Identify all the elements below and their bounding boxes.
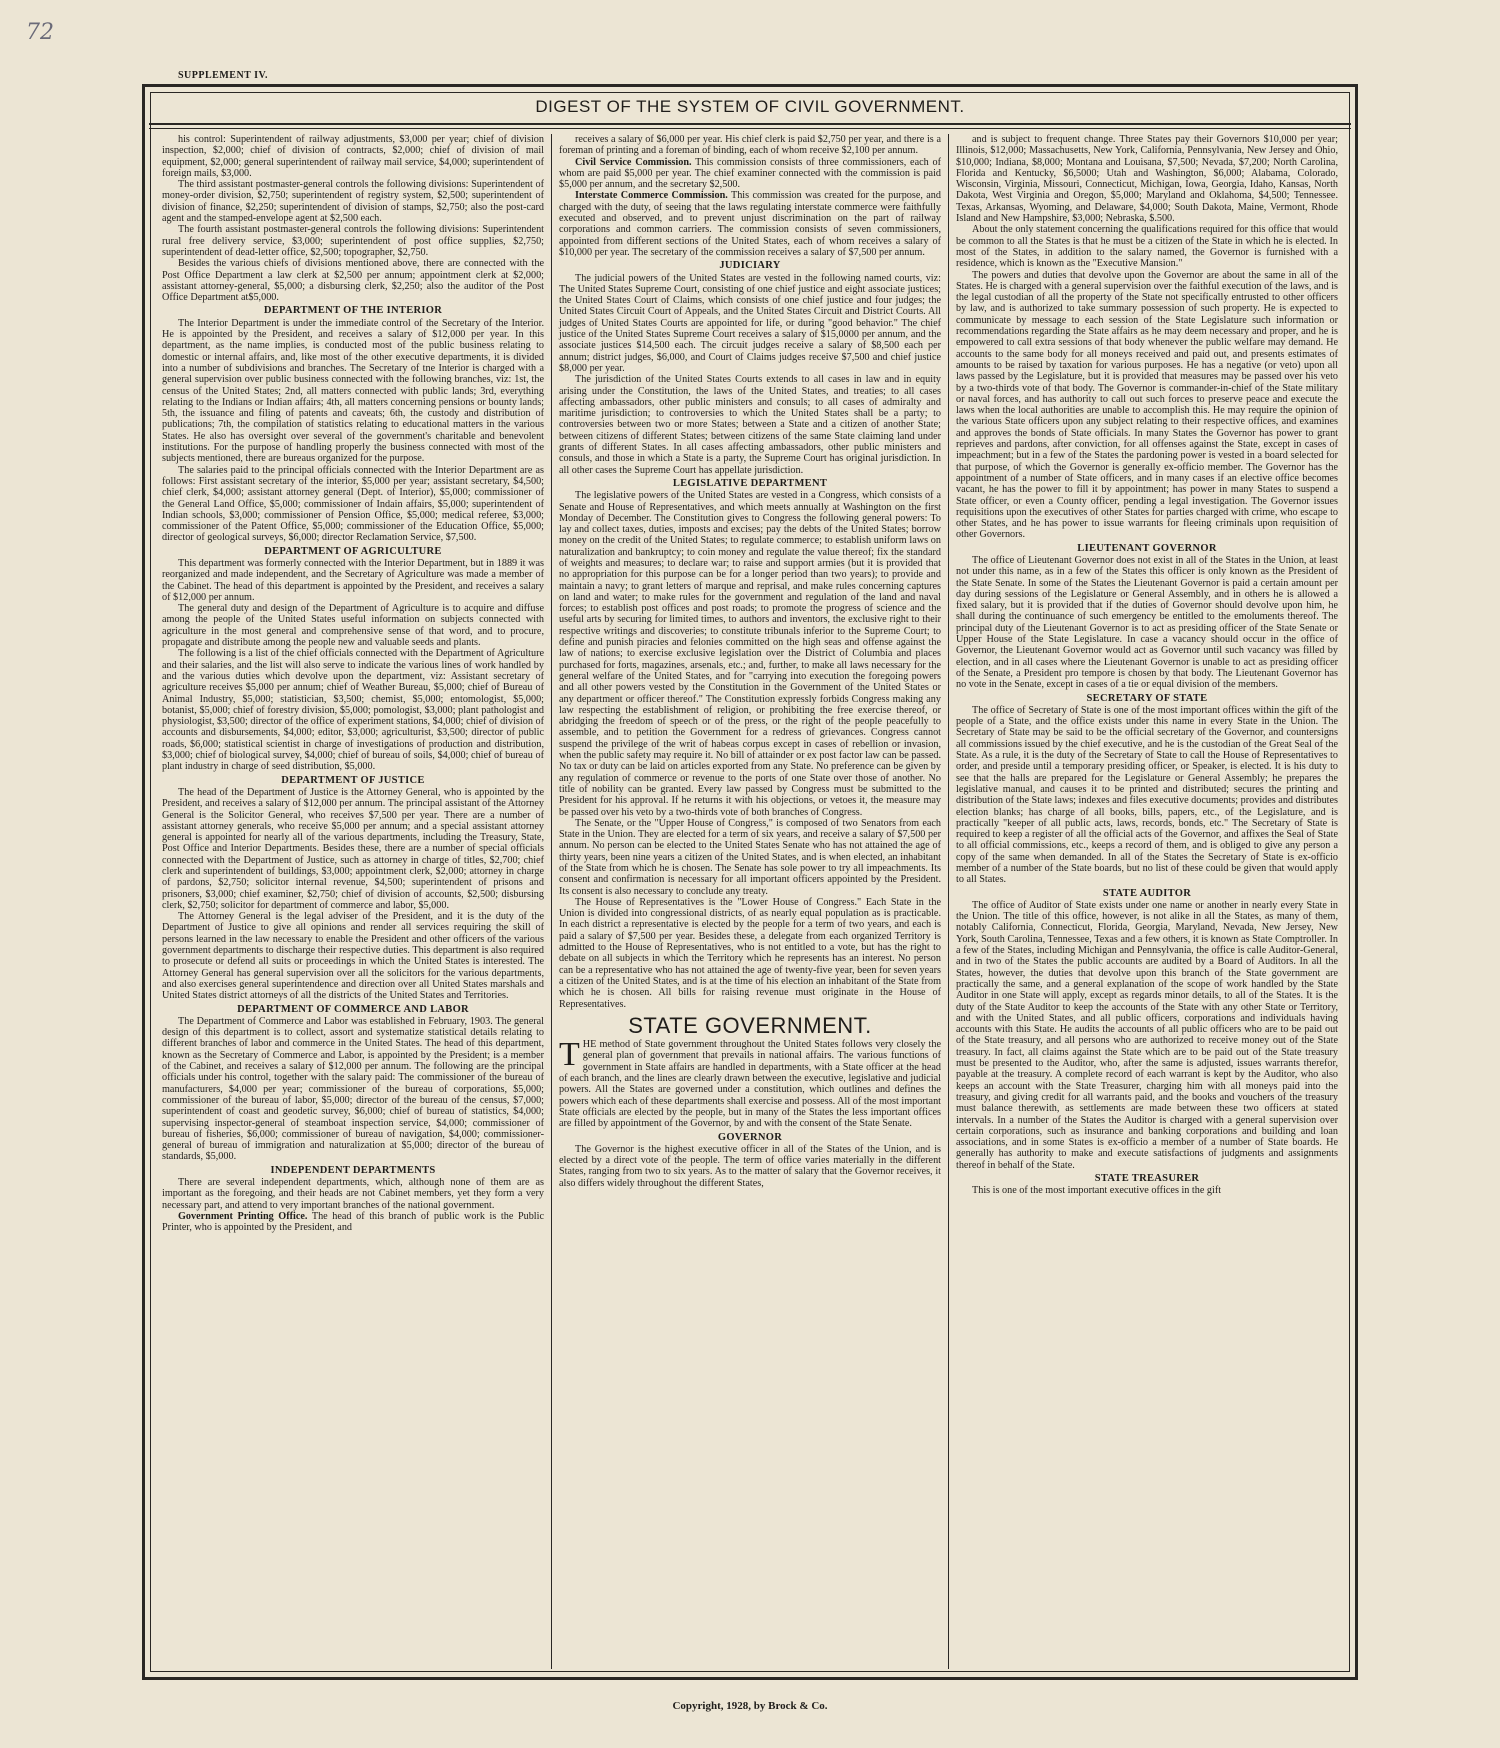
paragraph: The salaries paid to the principal officials connected with the Interior Department are as follows: First assistant secretary of the interior, $5,000 per year; assistant secretary, $4,500; chief clerk, $4,000; assistant attorney general (Dept. of Interior), $5,000; commissioner of the General Land Office, $5,000; commissioner of Indain affairs, $5,000; superintendent of Indian schools, $3,000; commissioner of Pension Office, $5,000; medical referee, $3,000; commissioner of the Patent Office, $5,000; commissioner of the Education Office, $5,000; director of geological surveys, $6,000; director Reclamation Service, $7,500. <box>162 464 544 544</box>
run-in-heading: Government Printing Office. <box>178 1210 308 1222</box>
page-title: DIGEST OF THE SYSTEM OF CIVIL GOVERNMENT. <box>535 97 965 116</box>
paragraph: and is subject to frequent change. Three States pay their Governors $10,000 per year; Illinois, $12,000; Massachusetts, New York, California, Pennsylvania, New Jersey and Ohio, $10,000; Indiana, $8,000; Montana and Louisana, $7,500; Nevada, $7,200; North Carolina, Florida and Kentucky, $6,5000; Utah and Washington, $6,000; Alabama, Colorado, Wisconsin, Virginia, Missouri, Connecticut, Michigan, Iowa, Georgia, Idaho, Kansas, North Dakota, West Virginia and Oregon, $5,000; Maryland and Oklahoma, $4,500; Tennessee. Texas, Arkansas, Wyoming, and Delaware, $4,000; South Dakota, Maine, Vermont, Rhode Island and New Hampshire, $3,000; Nebraska, $.500. <box>956 134 1338 225</box>
paragraph: The Interior Department is under the immediate control of the Secretary of the Interior. He is appointed by the President, and receives a salary of $12,000 per year. In this department, as the name implies, is conducted most of the public business relating to domestic or internal affairs, and, like most of the other executive departments, it is divided into a number of subdivisions and branches. The Secretary of tne Interior is charged with a general supervision over public business connected with the following branches, viz: 1st, the census of the United States; 2nd, all matters connected with public lands; 3rd, everything relating to the Indians or Indian affairs; 4th, all matters concerning pensions or bounty lands; 5th, the issuance and filing of patents and caveats; 6th, the custody and distribution of publications; 7th, the compilation of statistics relating to educational matters in the various States. He also has oversight over several of the government's charitable and benevolent institutions. For the purpose of handling properly the business connected with most of the subjects mentioned, there are bureaus organized for the purpose. <box>162 317 544 465</box>
paragraph: The office of Auditor of State exists under one name or another in nearly every State in the Union. The title of this office, however, is not alike in all the States, as many of them, notably California, Connecticut, Florida, Georgia, Maryland, Nevada, New Jersey, New York, South Carolina, Tennessee, Texas and a few others, it is known as State Comptroller. In a few of the States, including Michigan and Pennsylvania, the office is calle Auditor-General, and in two of the States the public accounts are audited by a Board of Auditors. In all the States, however, the duties that devolve upon this branch of the State government are practically the same, and a general explanation of the scope of work handled by the State Auditor in one State will apply, except as regards minor details, to all of the States. It is the duty of the State Auditor to keep the accounts of the State with any other State or Territory, and with the United States, and all public officers, corporations and individuals having accounts with this State. He audits the accounts of all public officers who are to be paid out of the State treasury, and all persons who are authorized to receive money out of the State treasury. In fact, all claims against the State which are to be paid out of the State treasury must be presented to the Auditor, who, after the same is adjusted, issues warrants therefor, payable at the treasury. A complete record of each warrant is kept by the Auditor, who also keeps an account with the State Treasurer, charging him with all moneys paid into the treasury, and giving credit for all warrants paid, and the books and vouchers of the treasury must balance therewith, as settlements are made between these two officers at stated intervals. In a number of the States the Auditor is charged with a general supervision over certain corporations, such as insurance and banking corporations and building and loan associations, and in some States is ex-officio a member of a number of State boards. He generally has authority to make and execute satisfactions of judgments and assignments thereof in behalf of the State. <box>956 899 1338 1171</box>
paragraph <box>559 190 941 258</box>
paragraph: receives a salary of $6,000 per year. His chief clerk is paid $2,750 per year, and there is a foreman of printing and a foreman of binding, each of whom receive $2,100 per annum. <box>559 134 941 157</box>
supplement-label: SUPPLEMENT IV. <box>178 70 268 81</box>
paragraph: This department was formerly connected with the Interior Department, but in 1889 it was reorganized and made independent, and the Secretary of Agriculture was made a member of the Cabinet. The head of this department is appointed by the President, and receives a salary of $12,000 per annum. <box>162 557 544 603</box>
paragraph <box>162 1211 544 1234</box>
column-3 <box>949 134 1345 1669</box>
paragraph: his control: Superintendent of railway adjustments, $3,000 per year; chief of division inspection, $2,000; chief of division of contracts, $2,000; chief of division of mail equipment, $2,000; general superintendent of railway mail service, $4,000; superintendent of foreign mails, $3,000. <box>162 134 544 179</box>
paragraph: The office of Lieutenant Governor does not exist in all of the States in the Union, at least not under this name, as in a few of the States this officer is only known as the President of the State Senate. In some of the States the Lieutenant Governor is paid a certain amount per day during sessions of the Legislature or General Assembly, and in others he is allowed a fixed salary, but it is provided that if the duties of Governor should devolve upon him, he shall during the continuance of such emergency be entitled to the emoluments thereof. The principal duty of the Lieutenant Governor is to act as presiding officer of the State Senate or Upper House of the State Legislature. In case a vacancy should occur in the office of Governor, the Lieutenant Governor would act as Governor until such vacancy was filled by election, and in all cases where the Lieutenant Governor is unable to act as presiding officer of the Senate, a President pro tempore is chosen by that body. The Lieutenant Governor has no vote in the Senate, except in cases of a tie or equal division of the members. <box>956 554 1338 691</box>
paragraph: The House of Representatives is the "Lower House of Congress." Each State in the Union is divided into congressional districts, of as nearly equal population as is practicable. In each district a representative is elected by the people for a term of two years, and each is paid a salary of $7,500 per year. Besides these, a delegate from each organized Territory is admitted to the House of Representatives, who is not entitled to a vote, but has the right to debate on all subjects in which the Territory which he represents has an interest. No person can be a representative who has not attained the age of twenty-five year, been for seven years a citizen of the United States, and is at the time of his election an inhabitant of the State from which he is chosen. All bills for raising revenue must originate in the House of Representatives. <box>559 896 941 1010</box>
section-heading: STATE TREASURER <box>1094 1173 1200 1185</box>
paragraph: The third assistant postmaster-general controls the following divisions: Superintendent of money-order division, $2,750; superintendent of registry system, $2,500; superintendent of division of finance, $2,250; superintendent of division of stamps, $2,750; also the post-card agent and the stamped-envelope agent at $2,500 each. <box>162 179 544 225</box>
section-heading: JUDICIARY <box>719 260 781 272</box>
page-number: 72 <box>26 20 54 45</box>
paragraph: The Attorney General is the legal adviser of the President, and it is the duty of the Department of Justice to give all opinions and render all services requiring the skill of persons learned in the law necessary to enable the President and other officers of the various government departments to discharge their respective duties. This department is also required to prosecute or defend all suits or proceedings in which the United States is interested. The Attorney General has general supervision over all the solicitors for the various departments, and also exercises general superintendence and direction over all United States marshals and United States district attorneys of all the districts of the United States and Territories. <box>162 911 544 1002</box>
copyright-line: Copyright, 1928, by Brock & Co. <box>672 1700 828 1712</box>
title-bar <box>149 91 1351 125</box>
paragraph-text: HE method of State government throughout the United States follows very closely the general plan of government that prevails in national affairs. The various functions of government in State affairs are handled in departments, with a State officer at the head of each branch, and the lines are clearly drawn between the executive, legislative and judicial powers. All the States are governed under a constitution, which outlines and defines the powers which each of these departments shall exercise and possess. All of the most important State officials are elected by the people, but in many of the States the less important offices are filled by appointment of the Governor, by and with the consent of the State Senate. <box>559 1039 941 1130</box>
section-heading: GOVERNOR <box>717 1131 783 1143</box>
paragraph-text: This commission was created for the purpose, and charged with the duty, of seeing that the laws regulating interstate commerce were faithfully executed and observed, and to prevent unjust discrimination on the part of railway corporations and common carriers. The commission consists of seven commissioners, appointed from different sections of the United States, each of whom receives a salary of $10,000 per year. The secretary of the commission receives a salary of $7,500 per annum. <box>559 190 941 258</box>
paragraph: The following is a list of the chief officials connected with the Department of Agriculture and their salaries, and the list will also serve to indicate the various lines of work handled by and the various duties which devolve upon the department, viz: Assistant secretary of agriculture receives $5,000 per annum; chief of Weather Bureau, $5,000; chief of Bureau of Animal Industry, $5,000; statistician, $3,500; chemist, $5,000; entomologist, $5,000; botanist, $5,000; chief of forestry division, $5,000; pomologist, $3,000; plant pathologist and physiologist, $3,500; director of the office of experiment stations, $4,000; chief of division of accounts and disbursements, $4,000; editor, $3,000; agriculturist, $3,500; director of public roads, $6,000; statistical scientist in charge of investigations of production and distribution, $3,000; chief of biological survey, $4,000; chief of bureau of soils, $4,000; chief of bureau of plant industry in charge of seed distribution, $5,000. <box>162 648 544 773</box>
paragraph: The powers and duties that devolve upon the Governor are about the same in all of the States. He is charged with a general supervision over the faithful execution of the laws, and is the legal custodian of all the property of the State not specifically entrusted to other officers by law, and is authorized to take summary possession of such property. He is expected to communicate by message to each session of the State Legislature such information or recommendations regarding the State affairs as he may deem necessary and proper, and he is empowered to call extra sessions of that body whenever the public welfare may demand. He accounts to the same body for all moneys received and paid out, and presents estimates of amounts to be raised by taxation for various purposes. He has a negative (or veto) upon all laws passed by the Legislature, but it is provided that measures may be passed over his veto by a two-thirds vote of that body. The Governor is commander-in-chief of the State military or naval forces, and has authority to call out such forces to preserve peace and execute the laws when the local authorities are unable to accomplish this. He may require the opinion of the various State officers upon any subject relating to their respective offices, and examines and approves the bonds of State officials. In many States the Governor has power to grant reprieves and pardons, after conviction, for all offenses against the State, except in cases of impeachment; but in a few of the States the pardoning power is vested in a board selected for that purpose, of which the Governor is generally ex-officio member. The Governor has the appointment of a number of State officers, and in many cases if an elective office becomes vacant, he has the power to fill it by appointment; has power in many States to suspend a State officer, or even a County officer, pending a legal investigation. The Governor issues requisitions upon the executives of other States for parties charged with crime, who escape to other States, and he has power to issue warrants for fleeing criminals upon requisition of other Governors. <box>956 269 1338 541</box>
document-frame <box>142 84 1358 1680</box>
paragraph: The jurisdiction of the United States Courts extends to all cases in law and in equity arising under the Constitution, the laws of the United States, and treaties; to all cases affecting ambassadors, other public ministers and consuls; to all cases of admiralty and maritime jurisdiction; to controversies to which the United States shall be a party; to controversies between two or more States; between a State and a citizen of another State; between citizens of different States; between citizens of the same State claiming land under grants of different States. In all cases affecting ambassadors, other public ministers and consuls, and those in which a State is a party, the Supreme Court has original jurisdiction. In all other cases the Supreme Court has appellate jurisdiction. <box>559 374 941 476</box>
paragraph: The Department of Commerce and Labor was established in February, 1903. The general design of this department is to collect, assort and systematize statistical details relating to different branches of labor and commerce in the United States. The head of this department, known as the Secretary of Commerce and Labor, is appointed by the President; is a member of the Cabinet, and receives a salary of $12,000 per annum. The following are the principal officials under his control, together with the salary paid: The commissioner of the bureau of manufacturers, $4,000 per year; commissioner of the bureau of corporations, $5,000; commissioner of the bureau of labor, $5,000; director of the bureau of the census, $7,000; superintendent of coast and geodetic survey, $6,000; chief of bureau of statistics, $4,000; supervising inspector-general of steamboat inspection service, $4,000; commissioner of bureau of fisheries, $6,000; commissioner of bureau of navigation, $4,000; commissioner-general of bureau of immigration and naturalization at $5,000; director of the bureau of standards, $5,000. <box>162 1015 544 1163</box>
paragraph: The legislative powers of the United States are vested in a Congress, which consists of a Senate and House of Representatives, and which meets annually at Washington on the first Monday of December. The Constitution gives to Congress the following general powers: To lay and collect taxes, duties, imposts and excises; pay the debts of the United States; borrow money on the credit of the United States; to regulate commerce; to establish uniform laws on naturalization and bankruptcy; to coin money and regulate the value thereof; fix the standard of weights and measures; to declare war; to raise and support armies (but it is provided that no appropriation for this purpose can be for a longer period than two years); to provide and maintain a navy; to grant letters of marque and reprisal, and make rules concerning captures on land and water; to make rules for the government and regulation of the land and naval forces; to establish post offices and post roads; to promote the progress of science and the useful arts by securing for limited times, to authors and inventors, the exclusive right to their respective writings and discoveries; to constitute tribunals inferior to the Supreme Court; to define and punish piracies and felonies committed on the high seas and offense against the law of nations; to exercise exclusive legislation over the District of Columbia and places purchased for forts, magazines, arsenals, etc.; and, further, to make all laws necessary for the general welfare of the United States, and for "carrying into execution the foregoing powers and all other powers vested by the Constitution in the Government of the United States or any department or officer thereof." The Constitution expressly forbids Congress making any law respecting the establishment of religion, or prohibiting the free exercise thereof, or abridging the freedom of speech or of the press, or the right of the people peacefully to assemble, and to petition the Government for a redress of grievances. Congress cannot suspend the privilege of the writ of habeas corpus except in cases of rebellion or invasion, when the public safety may require it. No bill of attainder or ex post factor law can be passed. No tax or duty can be laid on articles exported from any State. No preference can be given by any regulation of commerce or revenue to the ports of one State over those of another. No title of nobility can be granted. Every law passed by Congress must be submitted to the President for his approval. If he returns it with his objections, or vetoes it, the measure may be passed over his veto by a two-thirds vote of both branches of Congress. <box>559 490 941 818</box>
section-heading: LIEUTENANT GOVERNOR <box>1077 542 1217 554</box>
section-heading: DEPARTMENT OF AGRICULTURE <box>264 545 442 557</box>
paragraph: There are several independent departments, which, although none of them are as important as the foregoing, and their heads are not Cabinet members, yet they form a very necessary part, and attend to very important branches of the national government. <box>162 1177 544 1211</box>
drop-cap: T <box>559 1036 580 1074</box>
section-heading: STATE AUDITOR <box>1102 887 1192 899</box>
paragraph: The office of Secretary of State is one of the most important offices within the gift of the people of a State, and the office exists under this name in every State in the Union. The Secretary of State may be said to be the official secretary of the Governor, and countersigns all commissions issued by the chief executive, and he is the custodian of the Great Seal of the State. As a rule, it is the duty of the Secretary of State to call the House of Representatives to order, and preside until a temporary presiding officer, or Speaker, is elected. It is his duty to see that the halls are prepared for the Legislature or General Assembly; he prepares the legislative manual, and causes it to be printed and distributed; secures the printing and distribution of the State laws; indexes and files executive documents; provides and distributes election blanks; has charge of all books, bills, papers, etc., of the Legislature, and is practically "keeper of all public acts, laws, records, bonds, etc." The Secretary of State is required to keep a register of all the official acts of the Governor, and affixes the Seal of State to all official commissions, etc., keeps a record of them, and is obliged to give any person a copy of the same when demanded. In all of the States the Secretary of State is ex-officio member of a number of the State boards, but no list of these could be given that would apply to all States. <box>956 704 1338 886</box>
paragraph <box>559 1036 941 1130</box>
section-heading: INDEPENDENT DEPARTMENTS <box>270 1164 436 1176</box>
text-columns <box>155 134 1345 1669</box>
paragraph-text: The head of this branch of public work is the Public Printer, who is appointed by the President, and <box>162 1210 544 1234</box>
section-heading: DEPARTMENT OF JUSTICE <box>281 774 425 786</box>
column-1 <box>155 134 552 1669</box>
section-heading: SECRETARY OF STATE <box>1086 692 1208 704</box>
column-2 <box>552 134 949 1669</box>
section-heading: LEGISLATIVE DEPARTMENT <box>672 477 828 489</box>
paragraph <box>559 157 941 191</box>
paragraph: The fourth assistant postmaster-general controls the following divisions: Superintendent rural free delivery service, $3,000; superintendent of post office supplies, $2,750; superintendent of dead-letter office, $2,500; topographer, $2,750. <box>162 224 544 258</box>
section-heading: DEPARTMENT OF THE INTERIOR <box>263 305 443 317</box>
section-heading: DEPARTMENT OF COMMERCE AND LABOR <box>237 1003 469 1015</box>
paragraph: The judicial powers of the United States are vested in the following named courts, viz: The United States Supreme Court, consisting of one chief justice and eight associate justices; the United States Court of Claims, which consists of one chief justice and four judges; the United States Circuit Court of Appeals, and the United States Circuit and District Courts. All judges of United States Courts are appointed for life, or during "good behavior." The chief justice of the United States Supreme Court receives a salary of $15,0000 per annum, and the associate justices $14,500 each. The circuit judges receive a salary of $8,500 each per annum; district judges, $6,000, and Court of Claims judges receive $7,500 and chief justice $8,000 per year. <box>559 272 941 374</box>
paragraph: About the only statement concerning the qualifications required for this office that would be common to all the States is that he must be a citizen of the State in which he is elected. In most of the States, in addition to the salary named, the Governor is furnished with a residence, which is known as the "Executive Mansion." <box>956 224 1338 270</box>
paragraph: The head of the Department of Justice is the Attorney General, who is appointed by the President, and receives a salary of $12,000 per annum. The principal assistant of the Attorney General is the Solicitor General, who receives $7,500 per year. There are a number of assistant attorney generals, who receive $5,000 per annum; and a special assistant attorney general is appointed for nearly all of the various departments, including the Treasury, State, Post Office and Interior Departments. Besides these, there are a number of special officials connected with the Department of Justice, such as attorney in charge of titles, $2,700; chief clerk and superintendent of buildings, $3,000; appointment clerk, $2,000; attorney in charge of pardons, $2,750; solicitor internal revenue, $4,500; superintendent of prisons and prisoners, $3,000; chief examiner, $2,750; chief of division of accounts, $2,500; disbursing clerk, $2,750; solicitor for department of commerce and labor, $5,000. <box>162 786 544 911</box>
run-in-heading: Interstate Commerce Commission. <box>575 190 728 202</box>
paragraph-text: This commission consists of three commissioners, each of whom are paid $5,000 per year. The chief examiner connected with the commission is paid $5,000 per annum, and the secretary $2,500. <box>559 156 941 191</box>
paragraph: Besides the various chiefs of divisions mentioned above, there are connected with the Post Office Department a law clerk at $2,500 per annum; appointment clerk at $2,000; assistant attorney-general, $5,000; a disbursing clerk, $2,250; also the auditor of the Post Office Department at$5,000. <box>162 258 544 304</box>
paragraph: This is one of the most important executive offices in the gift <box>972 1185 1222 1197</box>
major-heading: STATE GOVERNMENT. <box>628 1012 872 1038</box>
paragraph: The general duty and design of the Department of Agriculture is to acquire and diffuse among the people of the United States useful information on subjects connected with agriculture in the most general and comprehensive sense of that word, and to procure, propagate and distribute among the people new and valuable seeds and plants. <box>162 603 544 649</box>
run-in-heading: Civil Service Commission. <box>575 156 692 168</box>
paragraph: The Governor is the highest executive officer in all of the States of the Union, and is elected by a direct vote of the people. The term of office varies materially in the different States, ranging from two to six years. As to the matter of salary that the Governor receives, it also differs widely throughout the different States, <box>559 1143 941 1189</box>
paragraph: The Senate, or the "Upper House of Congress," is composed of two Senators from each State in the Union. They are elected for a term of six years, and receive a salary of $7,500 per annum. No person can be elected to the United States Senate who has not attained the age of thirty years, been nine years a citizen of the United States, and is when elected, an inhabitant of the State from which he is chosen. The Senate has sole power to try all impeachments. Its consent and confirmation is necessary for all important officers appointed by the President. Its consent is also necessary to conclude any treaty. <box>559 817 941 897</box>
